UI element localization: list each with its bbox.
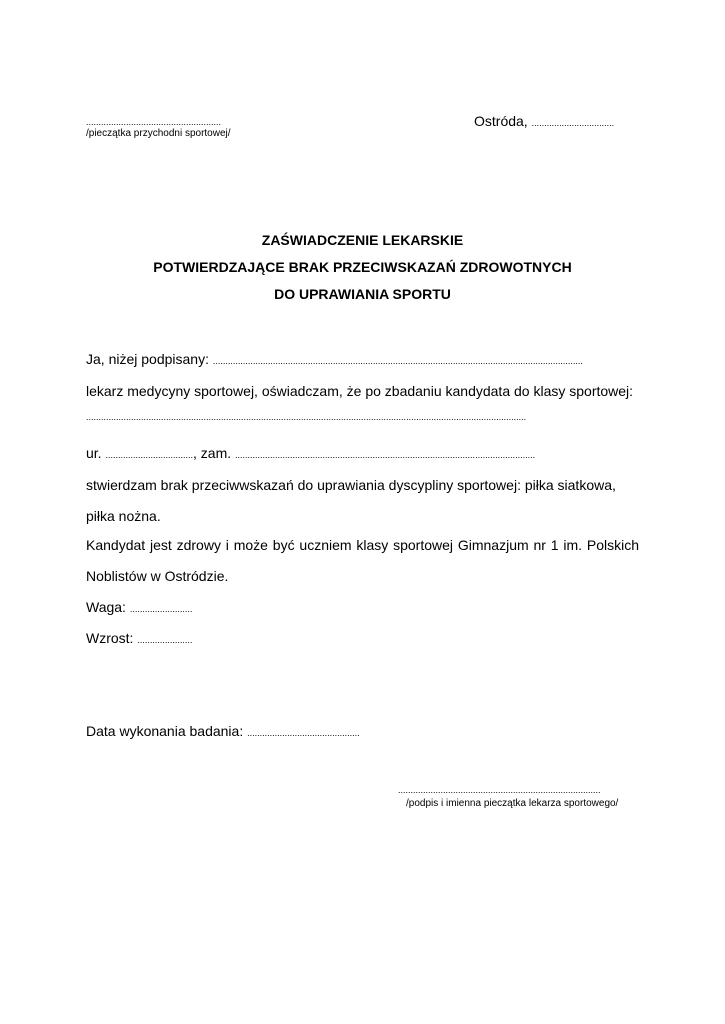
stamp-label: /pieczątka przychodni sportowej/ xyxy=(86,128,231,139)
place-date xyxy=(474,113,614,129)
document-title-line1: ZAŚWIADCZENIE LEKARSKIE xyxy=(261,232,464,248)
address-label: , zam. xyxy=(193,445,232,461)
declaration-line: stwierdzam brak przeciwwskazań do uprawiania dyscypliny sportowej: piłka siatkowa, xyxy=(86,477,616,493)
weight-dotted-line: ......................... xyxy=(129,604,193,614)
statement-line: lekarz medycyny sportowej, oświadczam, że po zbadaniu kandydata do klasy sportowej: xyxy=(86,383,634,399)
weight-label: Waga: xyxy=(86,599,126,615)
height-label: Wzrost: xyxy=(86,630,134,646)
signer-label: Ja, niżej podpisany: xyxy=(86,351,209,367)
born-dotted-line: ................................... xyxy=(105,450,193,460)
healthy-statement-continuation: Noblistów w Ostródzie. xyxy=(86,568,229,584)
born-label: ur. xyxy=(86,445,102,461)
document-title-line3: DO UPRAWIANIA SPORTU xyxy=(274,286,451,302)
signature-label: /podpis i imienna pieczątka lekarza sportowego/ xyxy=(406,798,619,809)
weight-line xyxy=(86,599,192,615)
exam-date-label: Data wykonania badania: xyxy=(86,723,244,739)
declaration-continuation: piłka nożna. xyxy=(86,508,161,524)
height-dotted-line: ...................... xyxy=(137,635,193,645)
candidate-dotted-line: ................................................................................................................................................................................ xyxy=(86,412,527,422)
signer-line xyxy=(86,351,583,367)
exam-date-line xyxy=(86,723,360,739)
exam-date-dotted-line: ............................................. xyxy=(247,728,360,738)
signature-dotted-line: ................................................................................. xyxy=(398,785,601,795)
place-name: Ostróda, xyxy=(474,113,528,129)
height-line xyxy=(86,630,192,646)
birth-address-line xyxy=(86,445,535,461)
document-title-line2: POTWIERDZAJĄCE BRAK PRZECIWSKAZAŃ ZDROWOTNYCH xyxy=(153,259,572,275)
date-dotted-line: ................................. xyxy=(531,118,615,128)
address-dotted-line: ........................................................................................................................ xyxy=(235,450,536,460)
healthy-statement: Kandydat jest zdrowy i może być uczniem klasy sportowej Gimnazjum nr 1 im. Polskich xyxy=(86,537,639,553)
signer-dotted-line: .................................................................................................................................................... xyxy=(212,356,583,366)
stamp-dotted-line: ...................................................... xyxy=(86,117,222,127)
